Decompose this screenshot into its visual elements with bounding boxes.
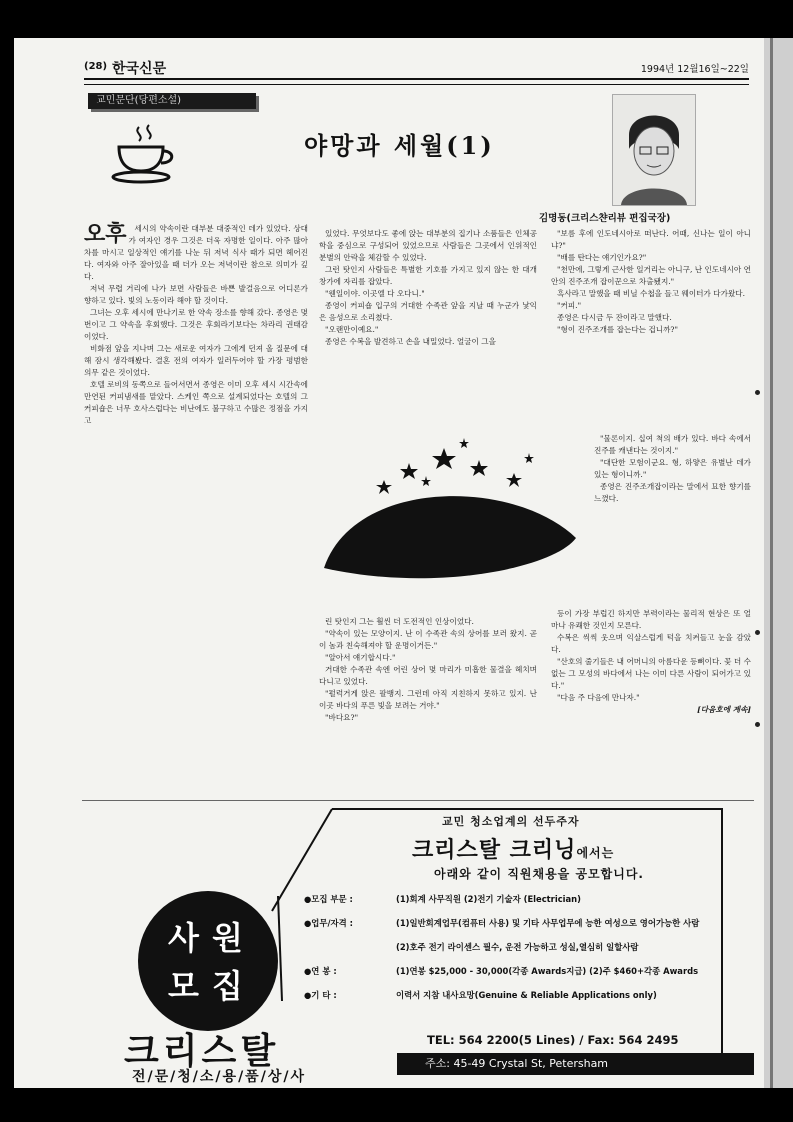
- paragraph: "펄럭거게 앉은 팔뱅지. 그런데 아직 지친하지 못하고 있지. 난 이곳 바다의 푸른 빛을 보려는 거야.": [319, 689, 537, 710]
- page-number: (28): [84, 61, 108, 72]
- paragraph: "형이 진주조개를 잡는다는 겁니까?": [557, 325, 678, 334]
- detail-key: ●연 봉 :: [304, 966, 337, 976]
- issue-date: 1994년 12월16일~22일: [640, 64, 749, 75]
- brand-logo-text: 크리스탈: [124, 1031, 280, 1072]
- paragraph: "오랜만이예요.": [325, 325, 379, 334]
- article-column-3b: [594, 433, 751, 608]
- hole-mark: [755, 390, 760, 395]
- article-title: 야망과 세월(1): [304, 131, 495, 160]
- continued-note: [다음호에 계속]: [697, 705, 751, 714]
- binding-edge: [764, 38, 793, 1088]
- paragraph: "다음 주 다음에 만나자.": [557, 693, 640, 702]
- badge-char: 사: [168, 919, 199, 957]
- detail-key: ●모집 부문 :: [304, 894, 353, 904]
- paragraph: "대단한 모험이군요. 형, 하얗은 유별난 데가 있는 형이니까.": [594, 458, 751, 479]
- article-column-3: [551, 228, 751, 428]
- article-column-1: [84, 223, 308, 798]
- ad-subtitle: 교민 청소업계의 선두주자: [442, 815, 580, 828]
- detail-value: (1)일반회계업무(컴퓨터 사용) 및 기타 사무업무에 능한 여성으로 영어가능한 사람: [396, 918, 700, 928]
- paragraph: "커피.": [557, 301, 582, 310]
- recruit-notice: 아래와 같이 직원채용을 공모합니다.: [434, 867, 644, 881]
- detail-key: ●기 타 :: [304, 990, 337, 1000]
- badge-char: 원: [212, 919, 243, 957]
- author-photo: [612, 94, 696, 206]
- paragraph: "천만에, 그렇게 근사한 일거리는 아니구, 난 인도네시아 연안의 진주조개 잡이꾼으로 차출됐지.": [551, 265, 751, 286]
- address-bar: 주소: 45-49 Crystal St, Petersham: [397, 1053, 754, 1075]
- byline: 김명동(크리스챤리뷰 편집국장): [539, 213, 671, 224]
- article-column-2b: [319, 616, 537, 796]
- paragraph: 흑사라고 말했을 때 비닐 수첩을 들고 웨이터가 다가왔다.: [557, 289, 746, 298]
- company-name: [412, 833, 614, 864]
- paragraph: "알아서 얘기합시다.": [325, 653, 396, 662]
- detail-value: (1)연봉 $25,000 - 30,000(각종 Awards지급) (2)주 $460+각종 Awards: [396, 966, 699, 976]
- paragraph: "보름 후에 인도네시아로 떠난다. 어때, 신나는 일이 아니냐?": [551, 229, 751, 250]
- detail-value: 이력서 지참 내사요망(Genuine & Reliable Applications only): [396, 990, 657, 1000]
- article-column-2: [319, 228, 537, 418]
- hole-mark: [755, 722, 760, 727]
- star-icon: [376, 438, 534, 494]
- paragraph: 있었다. 무엇보다도 좋에 앉는 대부분의 집기나 소품들은 인체공학을 중심으로 구성되어 있었으므로 사람들은 그곳에서 인위적인 분별의 안락을 체감할 수 있었다.: [319, 229, 537, 262]
- detail-key: ●업무/자격 :: [304, 918, 353, 928]
- paragraph: "배를 탄다는 얘기인가요?": [557, 253, 647, 262]
- company-title: 크리스탈 크리닝: [412, 838, 577, 863]
- paragraph: "약속이 있는 모양이지. 난 이 수족관 속의 상어를 보러 왔지. 곧 이 놈과 친숙해져야 할 운명이거든.": [319, 629, 537, 650]
- paragraph: 호텔 로비의 동쪽으로 들어서면서 종영은 이미 오후 세시 시간속에 만연된 커피냄새를 맡았다. 스케인 쪽으로 설계되었다는 호텔의 그 커피숍은 너무 호사스럽다는 비난에도 불구하고 수많은 정점을 가지고: [84, 380, 308, 425]
- paragraph: 수복은 씩씩 웃으며 익살스럽게 턱을 치켜들고 눈을 감았다.: [551, 633, 751, 654]
- paragraph: 거대한 수족관 속엔 어린 상어 몇 마리가 미흡한 물결을 헤치며 다니고 있었다.: [319, 665, 537, 686]
- detail-row: [304, 941, 699, 965]
- hole-mark: [755, 630, 760, 635]
- paragraph: "웬일이야. 이곳엘 다 오다니.": [325, 289, 425, 298]
- detail-row: [304, 989, 699, 1013]
- badge-char: 모: [168, 967, 199, 1005]
- paragraph: 그녀는 오후 세시에 만나기로 한 약속 장소를 향해 갔다. 종영은 몇 번이고 그 약속을 후회했다. 그것은 후회라기보다는 차라리 권태감이었다.: [84, 308, 308, 341]
- paragraph: 종영은 다시금 두 잔이라고 말했다.: [557, 313, 672, 322]
- newspaper-page: [14, 38, 764, 1088]
- island-stars-illustration: [314, 418, 584, 608]
- badge-char: 집: [212, 967, 243, 1005]
- paragraph: 비화점 앞을 지나며 그는 새로운 여자가 그에게 던져 올 질문에 대해 잠시 생각해봤다. 결혼 전의 여자가 일러두어야 할 가장 평범한 의무 같은 것이었다.: [84, 344, 308, 377]
- detail-row: [304, 893, 699, 917]
- job-advertisement: [82, 800, 754, 1088]
- detail-value: (2)호주 전기 라이센스 필수, 운전 가능하고 성실,열심히 일할사람: [396, 942, 639, 952]
- paragraph: "바다요?": [325, 713, 359, 722]
- paragraph: "물론이지. 십여 척의 배가 있다. 바다 속에서 진주를 캐낸다는 것이지.": [594, 434, 751, 455]
- detail-value: (1)회계 사무직원 (2)전기 기술자 (Electrician): [396, 894, 581, 904]
- brand-tagline: 전/문/청/소/용/품/상/사: [132, 1069, 306, 1085]
- phone-fax: TEL: 564 2200(5 Lines) / Fax: 564 2495: [427, 1033, 679, 1047]
- paragraph: 등이 가장 부럽긴 하지만 부력이라는 물리적 현상은 또 얼마나 유쾌한 것인지 모른다.: [551, 609, 751, 630]
- drop-cap: 오후: [84, 221, 127, 247]
- paragraph: 종영은 진주조개잡이라는 말에서 묘한 향기를 느꼈다.: [594, 482, 751, 503]
- page-header: [84, 58, 749, 80]
- company-suffix: 에서는: [576, 846, 615, 860]
- paragraph: 린 탓인지 그는 훨씬 더 도전적인 인상이었다.: [325, 617, 474, 626]
- detail-row: [304, 965, 699, 989]
- job-details: [304, 893, 699, 1013]
- detail-row: [304, 917, 699, 941]
- coffee-cup-icon: [109, 123, 181, 185]
- paper-name: 한국신문: [112, 61, 167, 77]
- paragraph: 그런 탓인지 사람들은 특별한 기호를 가지고 있지 않는 한 대개 창가에 자리를 잡았다.: [319, 265, 537, 286]
- paragraph: "산호의 줄기들은 내 어머니의 아름다운 등뼈이다. 꽃 더 수 없는 그 모성의 바다에서 나는 이미 다른 사람이 되어가고 있다.": [551, 657, 751, 690]
- paragraph: 저녁 무렵 거리에 나가 보면 사람들은 바쁜 발걸음으로 어디론가 향하고 있다. 빛의 노동이라 해야 할 것이다.: [84, 284, 308, 305]
- paragraph: 세시의 약속이란 대부분 대중적인 데가 있었다. 상대가 여자인 경우 그것은 더욱 자명한 일이다. 아주 많아 차를 마시고 일상적인 얘기를 나눈 뒤 저녁 식사 때가 되면 헤어진다. 여자와 아주 잘아있을 때 더가 오는 저녁이란 참으로 의미가 깊다.: [84, 224, 308, 281]
- paragraph: 종영은 수복을 발견하고 손을 내밀었다. 얼굴이 그을: [325, 337, 496, 346]
- paragraph: 종영이 커피숍 입구의 거대한 수족관 앞을 지날 때 누군가 낯익은 음성으로 소리쳤다.: [319, 301, 537, 322]
- header-rule: [84, 84, 749, 85]
- recruit-badge: [138, 891, 278, 1031]
- article-column-3c: [551, 608, 751, 798]
- series-label: 교민문단(당편소설): [88, 93, 256, 109]
